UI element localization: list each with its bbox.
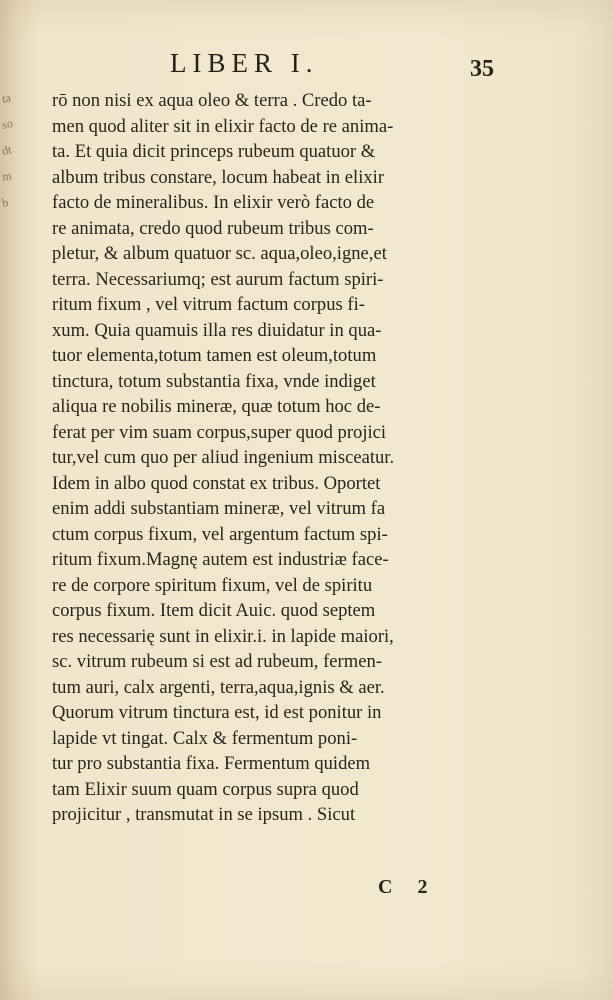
text-line: ritum fixum , vel vitrum factum corpus fi- (52, 294, 365, 315)
text-line: tam Elixir suum quam corpus supra quod (52, 778, 359, 800)
text-line: ctum corpus fixum, vel argentum factum spi- (52, 523, 388, 545)
bleed-fragment: b (0, 194, 10, 210)
bleed-fragment: dt (0, 142, 13, 158)
body-text (52, 88, 597, 828)
text-line: re animata, credo quod rubeum tribus com- (52, 217, 374, 239)
text-line: tur pro substantia fixa. Fermentum quidem (52, 753, 371, 774)
text-line: tinctura, totum substantia fixa, vnde indiget (52, 370, 376, 392)
bleed-fragment: m (0, 168, 13, 184)
text-line: tur,vel cum quo per aliud ingenium misceatur. (52, 447, 395, 468)
page-number: 35 (470, 56, 494, 82)
text-line: pletur, & album quatuor sc. aqua,oleo,igne,et (52, 243, 387, 264)
text-line: re de corpore spiritum fixum, vel de spiritu (52, 574, 373, 596)
text-line: tuor elementa,totum tamen est oleum,totum (52, 345, 377, 366)
text-line: tum auri, calx argenti, terra,aqua,ignis & aer. (52, 676, 385, 698)
text-line: men quod aliter sit in elixir facto de re anima- (52, 115, 394, 137)
text-line: corpus fixum. Item dicit Auic. quod septem (52, 600, 376, 621)
bleed-fragment: ta (0, 90, 13, 106)
text-line: Idem in albo quod constat ex tribus. Oportet (52, 472, 381, 494)
signature-mark: C 2 (378, 876, 438, 898)
running-title: LIBER I. (170, 48, 319, 78)
text-line: sc. vitrum rubeum si est ad rubeum, fermen- (52, 651, 382, 672)
text-line: enim addi substantiam mineræ, vel vitrum fa (52, 498, 386, 519)
text-line: ritum fixum.Magnę autem est industriæ face- (52, 549, 389, 570)
bleed-fragment: so (0, 116, 15, 132)
text-line: rō non nisi ex aqua oleo & terra . Credo ta- (52, 90, 372, 111)
text-line: projicitur , transmutat in se ipsum . Sicut (52, 804, 356, 825)
running-head (0, 48, 613, 82)
text-line: Quorum vitrum tinctura est, id est ponitur in (52, 702, 382, 723)
text-line: ta. Et quia dicit princeps rubeum quatuor & (52, 141, 376, 162)
text-line: aliqua re nobilis mineræ, quæ totum hoc de- (52, 396, 381, 417)
text-line: album tribus constare, locum habeat in elixir (52, 166, 385, 188)
text-line: xum. Quia quamuis illa res diuidatur in qua- (52, 319, 382, 341)
text-line: ferat per vim suam corpus,super quod projici (52, 421, 387, 443)
text-line: lapide vt tingat. Calx & fermentum poni- (52, 727, 358, 749)
text-line: terra. Necessariumq; est aurum factum spiri- (52, 268, 384, 290)
text-line: res necessarię sunt in elixir.i. in lapide maiori, (52, 625, 394, 647)
text-line: facto de mineralibus. In elixir verò facto de (52, 192, 375, 213)
margin-bleed-through (2, 84, 22, 214)
